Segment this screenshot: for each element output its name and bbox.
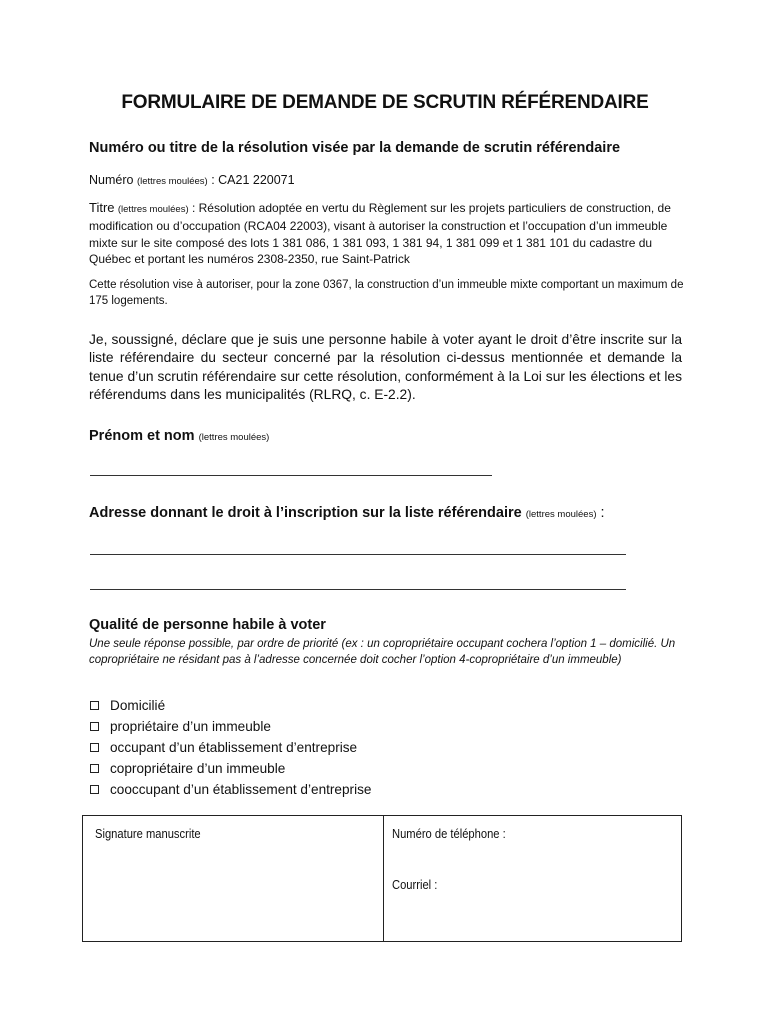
name-field-line[interactable] bbox=[90, 475, 492, 476]
address-heading-line bbox=[89, 505, 605, 521]
numero-lettres-moulees: (lettres moulées) bbox=[136, 176, 208, 187]
address-field-line-2[interactable] bbox=[90, 589, 626, 590]
option-item[interactable] bbox=[89, 737, 371, 758]
qualite-options bbox=[89, 695, 371, 800]
address-colon: : bbox=[600, 505, 605, 521]
option-label: propriétaire d’un immeuble bbox=[110, 719, 271, 734]
option-item[interactable] bbox=[89, 779, 371, 800]
address-lettres-moulees: (lettres moulées) bbox=[525, 509, 597, 520]
resolution-purpose: Cette résolution vise à autoriser, pour la zone 0367, la construction d’un immeuble mixte comportant un maximum de 175 logements. bbox=[89, 279, 684, 308]
numero-value: : CA21 220071 bbox=[211, 173, 295, 187]
checkbox-icon[interactable] bbox=[90, 701, 99, 710]
address-field-line-1[interactable] bbox=[90, 554, 626, 555]
titre-block bbox=[89, 200, 689, 268]
option-item[interactable] bbox=[89, 716, 371, 737]
option-label: Domicilié bbox=[110, 698, 166, 713]
option-label: cooccupant d’un établissement d’entreprise bbox=[110, 782, 372, 797]
checkbox-icon[interactable] bbox=[90, 785, 99, 794]
checkbox-icon[interactable] bbox=[90, 764, 99, 773]
numero-label: Numéro bbox=[89, 173, 134, 187]
courriel-label[interactable]: Courriel : bbox=[392, 877, 438, 892]
resolution-heading: Numéro ou titre de la résolution visée par la demande de scrutin référendaire bbox=[89, 140, 621, 156]
qualite-note: Une seule réponse possible, par ordre de priorité (ex : un copropriétaire occupant cochera l’option 1 – domicilié. Un copropriétaire ne résidant pas à l’adresse concernée doit cocher l’option 4-copropriétaire d’un immeuble) bbox=[89, 638, 676, 667]
signature-table bbox=[82, 815, 682, 942]
name-heading-line bbox=[89, 428, 269, 444]
checkbox-icon[interactable] bbox=[90, 743, 99, 752]
declaration-paragraph: Je, soussigné, déclare que je suis une personne habile à voter ayant le droit d’être inscrite sur la liste référendaire du secteur concerné par la résolution ci-dessus mentionnée et demande la tenue d’un scrutin référendaire sur cette résolution, conformément à la Loi sur les élections et les référendums dans les municipalités (RLRQ, c. E-2.2). bbox=[89, 332, 682, 403]
option-label: copropriétaire d’un immeuble bbox=[110, 761, 286, 776]
signature-label: Signature manuscrite bbox=[95, 826, 201, 841]
option-item[interactable] bbox=[89, 758, 371, 779]
option-item[interactable] bbox=[89, 695, 371, 716]
numero-line bbox=[89, 173, 295, 187]
form-title: FORMULAIRE DE DEMANDE DE SCRUTIN RÉFÉRENDAIRE bbox=[121, 92, 649, 113]
name-heading: Prénom et nom bbox=[89, 428, 195, 444]
titre-label: Titre bbox=[89, 200, 115, 215]
signature-cell[interactable] bbox=[83, 816, 384, 941]
telephone-label[interactable]: Numéro de téléphone : bbox=[392, 826, 506, 841]
option-label: occupant d’un établissement d’entreprise bbox=[110, 740, 358, 755]
name-lettres-moulees: (lettres moulées) bbox=[198, 432, 270, 443]
titre-value: : Résolution adoptée en vertu du Règlement sur les projets particuliers de construction, de modification ou d’occupation (RCA04 22003), visant à autoriser la construction et l’occupation d’un immeuble mixte sur le site composé des lots 1 381 086, 1 381 093, 1 381 94, 1 381 099 et 1 381 101 du cadastre du Québec et portant les numéros 2308-2350, rue Saint-Patrick bbox=[89, 201, 671, 267]
checkbox-icon[interactable] bbox=[90, 722, 99, 731]
address-heading: Adresse donnant le droit à l’inscription sur la liste référendaire bbox=[89, 505, 522, 521]
contact-cell bbox=[384, 816, 681, 941]
qualite-heading: Qualité de personne habile à voter bbox=[89, 617, 326, 633]
titre-lettres-moulees: (lettres moulées) bbox=[117, 204, 189, 215]
